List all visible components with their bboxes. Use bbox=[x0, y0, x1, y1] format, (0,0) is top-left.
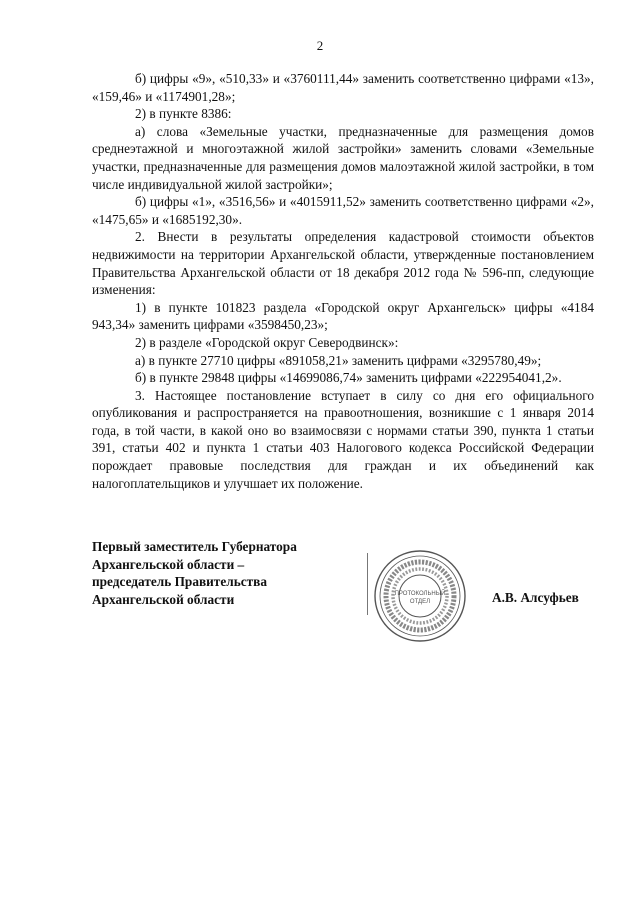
paragraph-arkhangelsk: 1) в пункте 101823 раздела «Городской округ Архангельск» цифры «4184 943,34» заменить цифрами «3598450,23»; bbox=[92, 299, 594, 333]
paragraph-severodvinsk-b: б) в пункте 29848 цифры «14699086,74» заменить цифрами «222954041,2». bbox=[135, 370, 562, 386]
paragraph-1b-digits: б) цифры «9», «510,33» и «3760111,44» заменить соответственно цифрами «13», «159,46» и «1174901,28»; bbox=[92, 71, 594, 104]
page-number: 2 bbox=[316, 38, 324, 53]
document-body bbox=[92, 70, 594, 492]
official-seal-stamp bbox=[372, 548, 468, 644]
paragraph-severodvinsk-a: а) в пункте 27710 цифры «891058,21» заменить цифрами «3295780,49»; bbox=[135, 352, 542, 368]
paragraph-section-2: 2. Внести в результаты определения кадастровой стоимости объектов недвижимости на территории Архангельской области, утвержденные постановлением Правительства Архангельской области от 18 декабря 2012 года № 596-пп, следующие изменения: bbox=[92, 229, 594, 298]
signatory-title-line: Архангельской области bbox=[92, 591, 235, 607]
paragraph-severodvinsk: 2) в разделе «Городской округ Северодвинск»: bbox=[135, 334, 399, 350]
signatory-title-line: Первый заместитель Губернатора bbox=[92, 539, 297, 554]
signatory-name: А.В. Алсуфьев bbox=[492, 590, 579, 605]
stamp-center-text: ПРОТОКОЛЬНЫЙ bbox=[394, 591, 446, 597]
paragraph-2a-words: а) слова «Земельные участки, предназначенные для размещения домов среднеэтажной и многоэтажной жилой застройки» заменить словами «Земельные участки, предназначенные для размещения домов малоэтажной жилой застройки, в том числе индивидуальной жилой застройки»; bbox=[92, 123, 594, 192]
signatory-title-line: Архангельской области – bbox=[92, 556, 245, 572]
paragraph-2b-digits: б) цифры «1», «3516,56» и «4015911,52» заменить соответственно цифрами «2», «1475,65» и «1685192,30». bbox=[92, 194, 594, 227]
paragraph-item-2: 2) в пункте 8386: bbox=[135, 106, 232, 122]
stamp-center-text: ОТДЕЛ bbox=[409, 599, 431, 605]
paragraph-section-3: 3. Настоящее постановление вступает в силу со дня его официального опубликования и распространяется на правоотношения, возникшие с 1 января 2014 года, в той части, в какой оно во взаимосвязи с нормами статьи 390, пункта 1 статьи 391, статьи 402 и пункта 1 статьи 403 Налогового кодекса Российской Федерации порождает правовые последствия для граждан и их объединений как налогоплательщиков и улучшает их положение. bbox=[92, 387, 594, 491]
signatory-title bbox=[92, 538, 352, 608]
signature-mark bbox=[367, 553, 368, 615]
signatory-title-line: председатель Правительства bbox=[92, 574, 267, 590]
